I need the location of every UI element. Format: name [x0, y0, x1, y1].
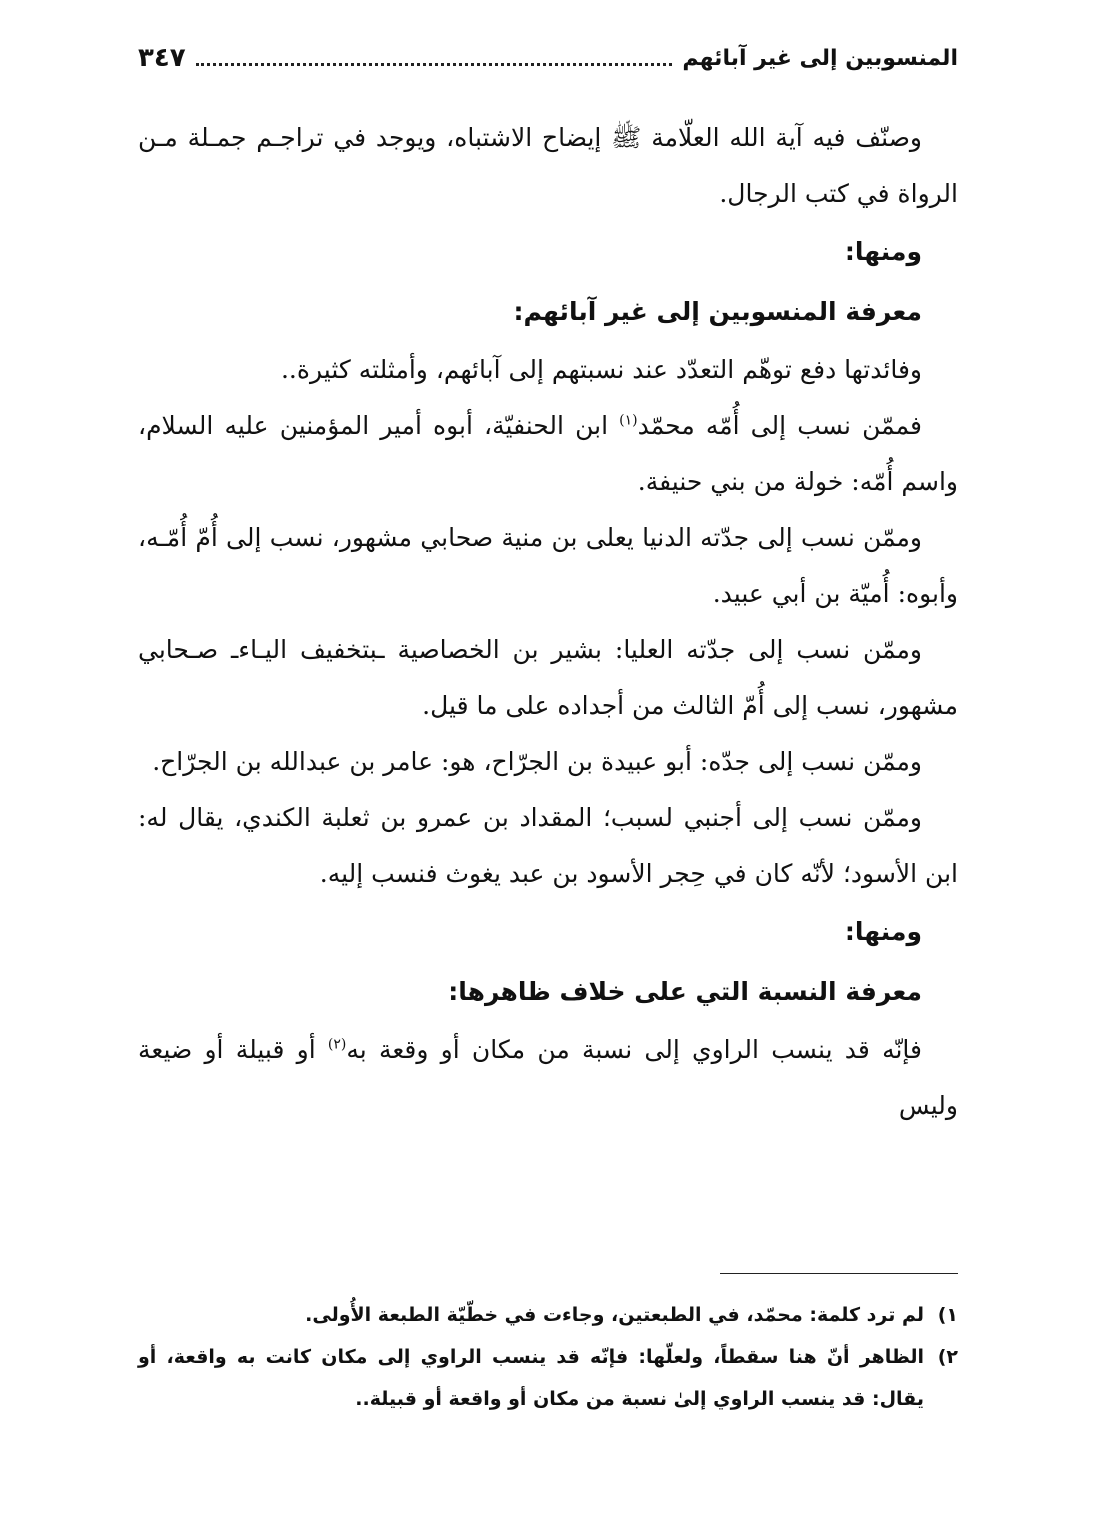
section-label: ومنها: — [844, 917, 922, 946]
footnote-number: ١) — [937, 1304, 958, 1326]
main-text — [138, 110, 958, 1134]
paragraph: وصنّف فيه آية الله العلّامة ﷺ إيضاح الاشتباه، ويوجد في تراجـم جمـلة مـن الرواة في كتب الرجال. — [138, 123, 958, 208]
section-label: ومنها: — [844, 237, 922, 266]
footnotes — [138, 1294, 958, 1420]
paragraph-text: فممّن نسب إلى أُمّه محمّد — [637, 411, 922, 440]
paragraph: وممّن نسب إلى جدّه: أبو عبيدة بن الجرّاح، هو: عامر بن عبدالله بن الجرّاح. — [152, 747, 922, 776]
footnote-text: الظاهر أنّ هنا سقطاً، ولعلّها: فإنّه قد ينسب الراوي إلى مكان كانت به واقعة، أو يقال: قد ينسب الراوي إلىٰ نسبة من مكان أو واقعة أو قبيلة.. — [138, 1346, 924, 1410]
section-heading: معرفة المنسوبين إلى غير آبائهم: — [513, 297, 922, 326]
running-title: المنسوبين إلى غير آبائهم — [682, 45, 958, 71]
paragraph — [138, 398, 958, 510]
dot-leader — [196, 63, 673, 66]
paragraph: وممّن نسب إلى جدّته العليا: بشير بن الخصاصية ـبتخفيف اليـاءـ صـحابي مشهور، نسب إلى أُمّ الثالث من أجداده على ما قيل. — [138, 635, 958, 720]
page-number: ٣٤٧ — [138, 43, 186, 73]
footnote-text: لم ترد كلمة: محمّد، في الطبعتين، وجاءت في خطّيّة الطبعة الأُولى. — [305, 1304, 924, 1326]
footnote-ref-2: (٢) — [327, 1036, 347, 1053]
footnote-separator — [720, 1273, 958, 1274]
paragraph — [138, 1022, 958, 1134]
paragraph-text: ابن الحنفيّة، أبوه أمير المؤمنين عليه السلام، واسم أُمّه: خولة من بني حنيفة. — [138, 411, 958, 496]
paragraph: وفائدتها دفع توهّم التعدّد عند نسبتهم إلى آبائهم، وأمثلته كثيرة.. — [280, 355, 922, 384]
paragraph-text: فإنّه قد ينسب الراوي إلى نسبة من مكان أو وقعة به — [346, 1035, 923, 1064]
section-heading: معرفة النسبة التي على خلاف ظاهرها: — [448, 977, 922, 1006]
running-header — [138, 34, 958, 82]
footnote-2 — [138, 1336, 958, 1420]
paragraph: وممّن نسب إلى جدّته الدنيا يعلى بن منية صحابي مشهور، نسب إلى أُمّ أُمّـه، وأبوه: أُميّة بن أبي عبيد. — [138, 523, 958, 608]
footnote-ref-1: (١) — [619, 412, 638, 429]
paragraph-text: أو قبيلة أو ضيعة وليس — [138, 1035, 958, 1120]
footnote-1 — [138, 1294, 958, 1336]
footnote-number: ٢) — [937, 1346, 958, 1368]
paragraph: وممّن نسب إلى أجنبي لسبب؛ المقداد بن عمرو بن ثعلبة الكندي، يقال له: ابن الأسود؛ لأنّه كان في حِجر الأسود بن عبد يغوث فنسب إليه. — [138, 803, 958, 888]
